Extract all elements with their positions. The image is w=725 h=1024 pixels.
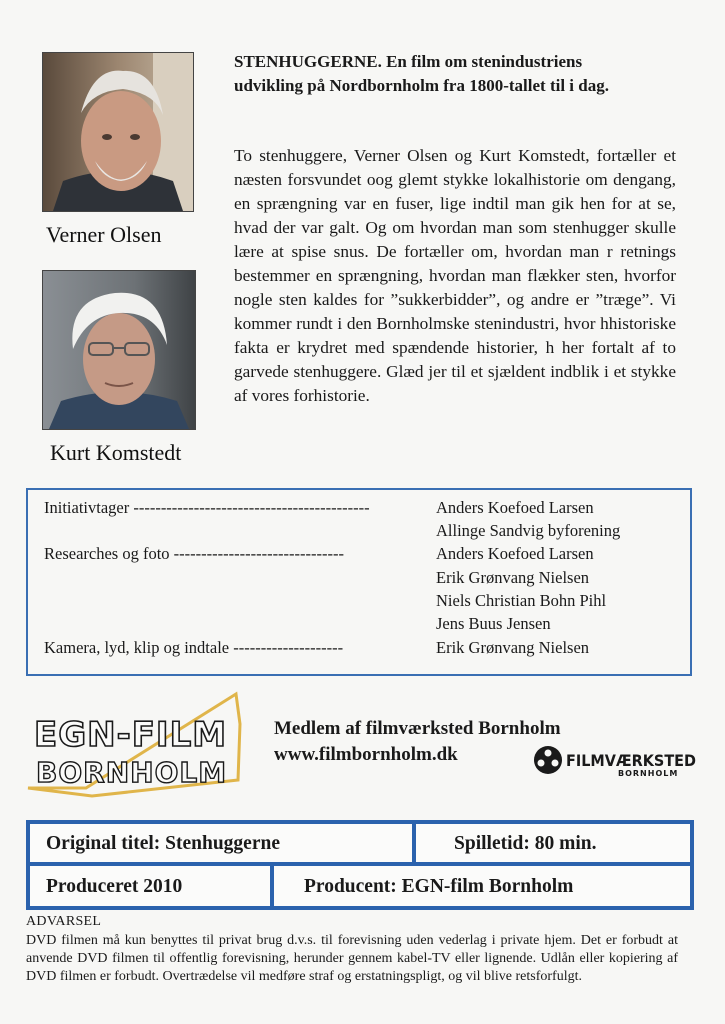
website-link[interactable]: www.filmbornholm.dk [274,744,458,765]
warning-text: DVD filmen må kun benyttes til privat brug d.v.s. til forevisning uden vederlag i private hjem. Det er forbudt at anvende DVD filmen til offentlig forevisning, herunder gennem kabel-TV eller lignende. Udlån eller kopiering af DVD filmen er forbudt. Overtrædelse vil medføre straf og erstatningspligt, og vil blive retsforfulgt. [26,933,678,984]
producer: Producent: EGN-film Bornholm [304,876,574,897]
logo-line2: BORNHOLM [36,756,228,789]
film-description: To stenhuggere, Verner Olsen og Kurt Komstedt, fortæller et næsten forsvundet oog glemt stykke lokalhistorie om dengang, en sprængning var en fuser, lige indtil man gik hen for at se, hvad der var galt. Og om hvordan man som stenhugger skulle lære at spise snus. De fortæller om, hvordan man r retnings bestemmer en sprængning, hvordan man flækker sten, hvorfor nogle sten kaldes for ”sukkerbidder”, og andre er ”træge”. Vi kommer rundt i den Bornholmske stenindustri, hvor hhistoriske fakta er krydret med spændende historier, h her fortalt af to garvede stenhuggere. Glæd jer til et sjældent indblik i et stykke af vores forhistorie. [234,146,676,405]
person-name-verner: Verner Olsen [46,222,162,247]
warning-title: ADVARSEL [26,914,102,929]
member-line: Medlem af filmværksted Bornholm [274,718,561,739]
person-name-kurt: Kurt Komstedt [50,440,182,465]
credit-name: Erik Grønvang Nielsen [436,568,590,587]
fv-logo-line2: BORNHOLM [618,769,679,778]
portrait-photo-verner [42,52,194,212]
credit-name: Allinge Sandvig byforening [436,521,621,540]
portrait-photo-kurt [42,270,196,430]
produced-year: Produceret 2010 [46,876,183,897]
credit-name: Anders Koefoed Larsen [436,498,594,517]
runtime: Spilletid: 80 min. [454,833,597,854]
original-title: Original titel: Stenhuggerne [46,833,280,854]
credit-name: Anders Koefoed Larsen [436,544,594,563]
credit-role-initiator: Initiativtager ------------------------------------------- [44,498,370,517]
credit-name: Niels Christian Bohn Pihl [436,591,607,610]
member-info [274,716,561,768]
egn-film-logo [26,688,248,798]
fv-logo-line1: FILMVÆRKSTED [566,751,696,770]
credit-name: Jens Buus Jensen [436,614,551,633]
credit-name: Erik Grønvang Nielsen [436,638,590,657]
credit-role-camera: Kamera, lyd, klip og indtale -------------------- [44,638,344,657]
filmvaerksted-logo [532,744,698,778]
film-headline: STENHUGGERNE. En film om stenindustriens udvikling på Nordbornholm fra 1800-tallet til i dag. [234,52,609,95]
credit-role-research: Researches og foto ------------------------------- [44,544,344,563]
logo-line1: EGN-FILM [34,715,228,755]
